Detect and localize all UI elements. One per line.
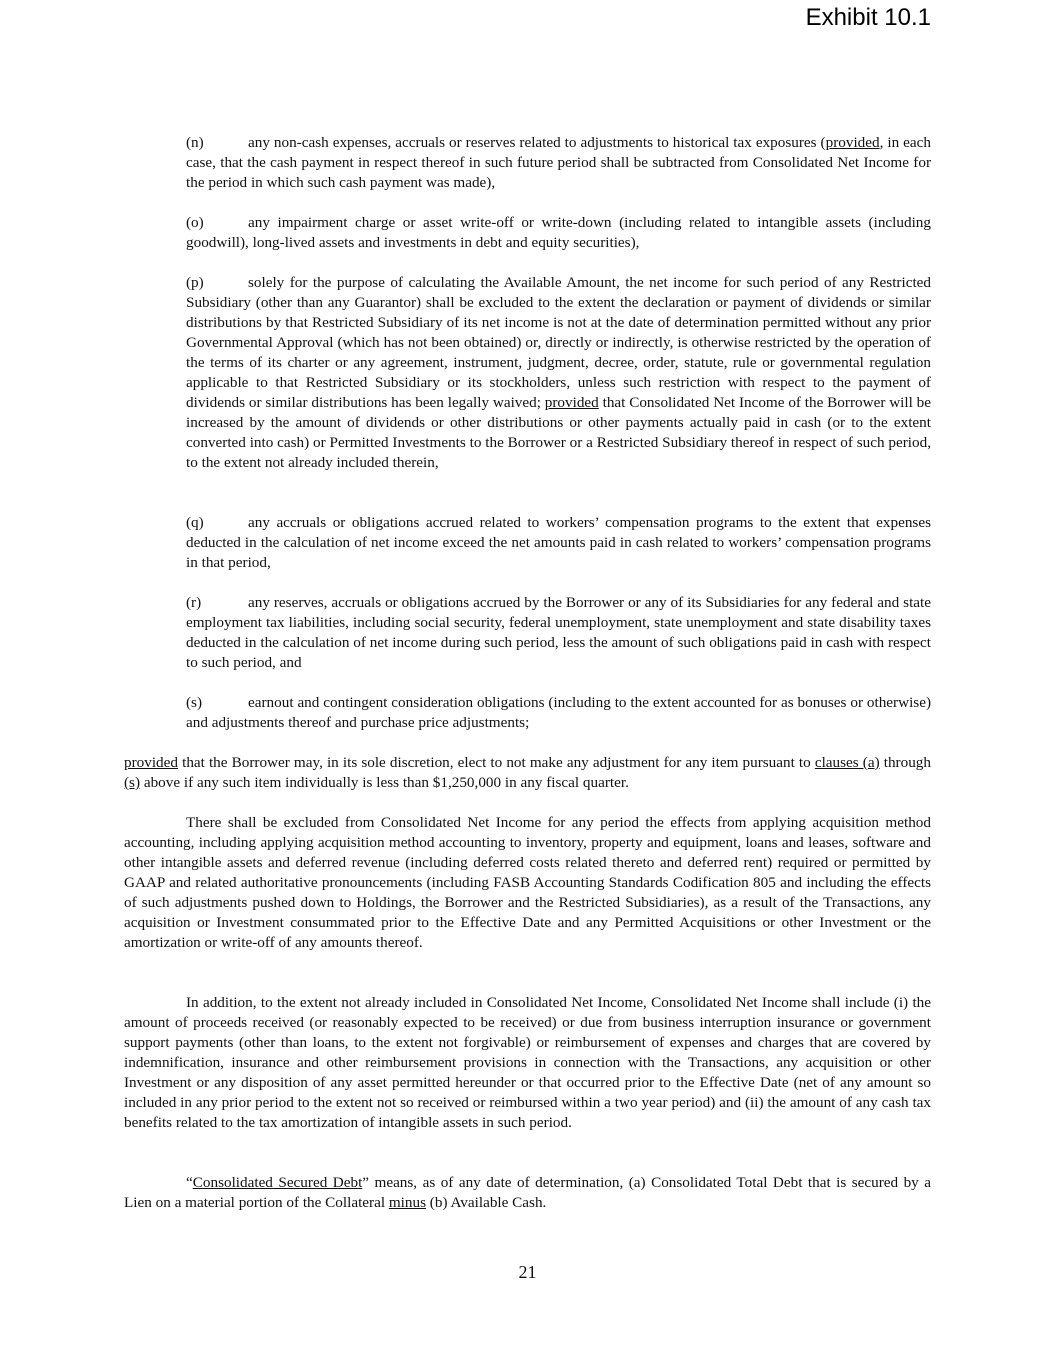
clause-q-text: any accruals or obligations accrued related to workers’ compensation programs to the extent that expenses deducted in the calculation of net income exceed the net amounts paid in cash related to workers’ compensation programs in that period,	[186, 514, 931, 571]
proviso-paragraph	[124, 753, 931, 793]
clause-p	[186, 273, 931, 473]
definition-paragraph	[124, 1173, 931, 1213]
page-number: 21	[518, 1262, 537, 1282]
clause-p-label: (p)	[186, 274, 204, 291]
clause-n-text-cont: , in each case, that the cash payment in respect thereof in such future period shall be subtracted from Consolidated Net Income for the period in which such cash payment was made),	[186, 134, 931, 191]
clause-s-label: (s)	[186, 694, 203, 711]
clause-p-text: solely for the purpose of calculating the Available Amount, the net income for such period of any Restricted Subsidiary (other than any Guarantor) shall be excluded to the extent the declaration or payment of dividends or similar distributions by that Restricted Subsidiary of its net income is not at the date of determination permitted without any prior Governmental Approval (which has not been obtained) or, directly or indirectly, is otherwise restricted by the operation of the terms of its charter or any agreement, instrument, judgment, decree, order, statute, rule or governmental regulation applicable to that Restricted Subsidiary or its stockholders, unless such restriction with respect to the payment of dividends or similar distributions has been legally waived;	[186, 274, 931, 411]
clause-r-label: (r)	[186, 594, 202, 611]
clause-s	[186, 693, 931, 733]
excluded-paragraph: There shall be excluded from Consolidated Net Income for any period the effects from applying acquisition method accounting, including applying acquisition method accounting to inventory, property and equipment, loans and leases, software and other intangible assets and deferred revenue (including deferred costs related thereto and deferred rent) required or permitted by GAAP and related authoritative pronouncements (including FASB Accounting Standards Codification 805 and including the effects of such adjustments pushed down to Holdings, the Borrower and the Restricted Subsidiaries), as a result of the Transactions, any acquisition or Investment consummated prior to the Effective Date and any Permitted Acquisitions or other Investment or the amortization or write-off of any amounts thereof.	[124, 814, 931, 951]
proviso-clause-s: (s)	[124, 774, 141, 791]
definition-term: Consolidated Secured Debt	[192, 1174, 363, 1191]
proviso-through: through	[879, 754, 931, 771]
proviso-provided: provided	[124, 754, 178, 771]
definition-text: ” means, as of any date of determination, (a) Consolidated Total Debt that is secured by a Lien on a material portion of the Collateral	[124, 1174, 931, 1211]
clause-o-label: (o)	[186, 214, 204, 231]
clause-p-text-cont: that Consolidated Net Income of the Borrower will be increased by the amount of dividends or other distributions or other payments actually paid in cash (or to the extent converted into cash) or Permitted Investments to the Borrower or a Restricted Subsidiary thereof in respect of such period, to the extent not already included therein,	[186, 394, 931, 471]
clause-q	[186, 513, 931, 573]
clause-s-text: earnout and contingent consideration obligations (including to the extent accounted for as bonuses or otherwise) and adjustments thereof and purchase price adjustments;	[186, 694, 931, 731]
proviso-text-end: above if any such item individually is less than $1,250,000 in any fiscal quarter.	[140, 774, 629, 791]
addition-paragraph: In addition, to the extent not already included in Consolidated Net Income, Consolidated Net Income shall include (i) the amount of proceeds received (or reasonably expected to be received) or due from business interruption insurance or government support payments (other than loans, to the extent not forgivable) or reimbursement of expenses and charges that are covered by indemnification, insurance and other reimbursement provisions in connection with the Transactions, any acquisition or other Investment or any disposition of any asset permitted hereunder or that occurred prior to the Effective Date (net of any amount so included in any prior period to the extent not so received or reimbursed within a two year period) and (ii) the amount of any cash tax benefits related to the tax amortization of intangible assets in such period.	[124, 994, 931, 1131]
clause-o-text: any impairment charge or asset write-off or write-down (including related to intangible assets (including goodwill), long-lived assets and investments in debt and equity securities),	[186, 214, 931, 251]
clause-n-label: (n)	[186, 134, 204, 151]
clause-r	[186, 593, 931, 673]
clause-r-text: any reserves, accruals or obligations accrued by the Borrower or any of its Subsidiaries for any federal and state employment tax liabilities, including social security, federal unemployment, state unemployment and state disability taxes deducted in the calculation of net income during such period, less the amount of such obligations paid in cash with respect to such period, and	[186, 594, 931, 671]
proviso-text: that the Borrower may, in its sole discretion, elect to not make any adjustment for any item pursuant to	[178, 754, 815, 771]
clause-n-text: any non-cash expenses, accruals or reserves related to adjustments to historical tax exposures (	[248, 134, 826, 151]
clause-p-provided: provided	[544, 394, 599, 411]
definition-minus: minus	[388, 1194, 426, 1211]
clause-q-label: (q)	[186, 514, 204, 531]
clause-n-provided: provided	[825, 134, 880, 151]
clause-o	[186, 213, 931, 253]
definition-text-end: (b) Available Cash.	[426, 1194, 547, 1211]
clause-n	[186, 133, 931, 193]
proviso-clauses-a: clauses (a)	[814, 754, 880, 771]
exhibit-label: Exhibit 10.1	[805, 4, 931, 31]
definition-open-quote: “	[186, 1174, 193, 1191]
